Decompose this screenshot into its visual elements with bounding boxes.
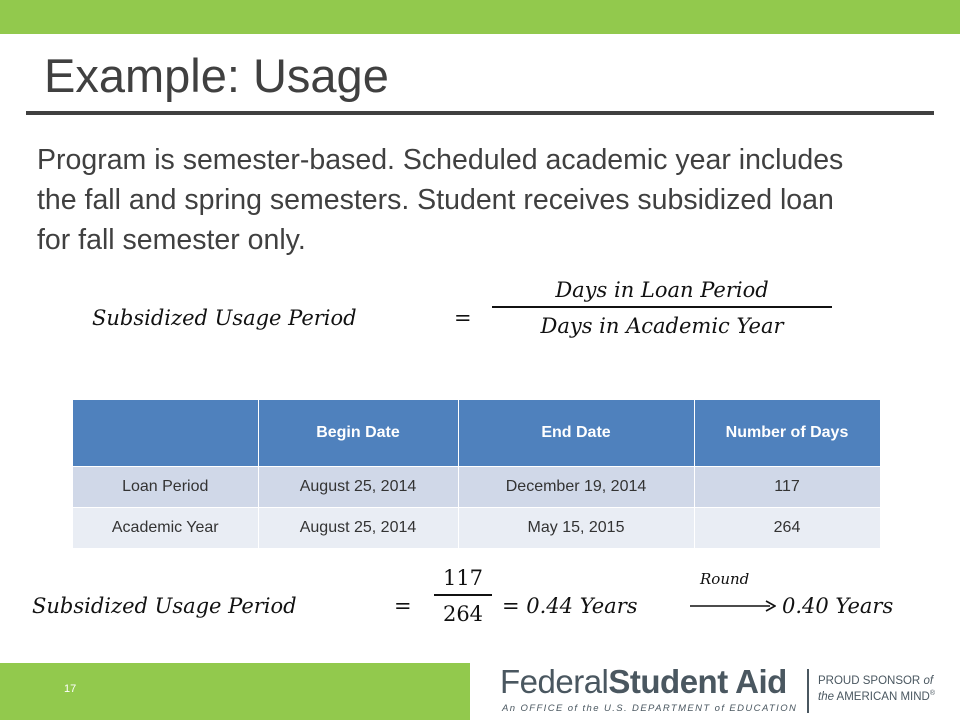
calc-rounded: 0.40 Years [782, 594, 894, 618]
registered-mark: ® [929, 690, 936, 697]
calc-numerator: 117 [442, 566, 484, 590]
calc-equals: = [394, 594, 412, 618]
formula-equals: = [454, 306, 472, 330]
formula-denominator: Days in Academic Year [540, 314, 784, 338]
table-header-row [73, 400, 880, 467]
brand-bold: Student Aid [608, 663, 787, 700]
table-cell: December 19, 2014 [458, 467, 694, 508]
table-cell: 117 [694, 467, 880, 508]
round-label: Round [700, 570, 750, 588]
slide-title: Example: Usage [44, 49, 389, 102]
table-row [73, 508, 880, 549]
top-accent-bar [0, 0, 960, 34]
sponsor-text-italic: the [818, 690, 834, 703]
round-arrow-icon [690, 600, 776, 612]
sponsor-line-2 [818, 690, 935, 703]
sponsor-text-italic: of [923, 675, 934, 687]
fsa-tagline: An OFFICE of the U.S. DEPARTMENT of EDUCATION [502, 703, 798, 714]
table-cell: Academic Year [73, 508, 258, 549]
sponsor-text: PROUD SPONSOR [818, 675, 924, 687]
loan-period-table [73, 400, 881, 548]
sponsor-line-1 [818, 675, 933, 687]
fsa-brand [500, 663, 787, 701]
table-header-cell: Begin Date [258, 400, 458, 467]
calc-fraction [434, 566, 492, 626]
formula-fraction [492, 278, 832, 338]
table-row [73, 467, 880, 508]
footer-green-band [0, 663, 470, 720]
table-header-cell [73, 400, 258, 467]
page-number: 17 [64, 683, 77, 695]
slide-footer [0, 663, 960, 720]
calc-denominator: 264 [442, 602, 484, 626]
formula-numerator: Days in Loan Period [555, 278, 769, 302]
calc-lhs: Subsidized Usage Period [32, 594, 297, 618]
logo-divider [807, 669, 809, 713]
brand-light: Federal [500, 663, 609, 700]
title-underline [26, 111, 934, 115]
calc-result: = 0.44 Years [502, 594, 638, 618]
table-cell: May 15, 2015 [458, 508, 694, 549]
table-header-cell: Number of Days [694, 400, 880, 467]
table-header-cell: End Date [458, 400, 694, 467]
formula-lhs: Subsidized Usage Period [92, 306, 357, 330]
table-cell: Loan Period [73, 467, 258, 508]
sponsor-text: AMERICAN MIND [834, 690, 930, 703]
table-cell: August 25, 2014 [258, 508, 458, 549]
usage-formula [92, 278, 842, 358]
slide-body-text: Program is semester-based. Scheduled academic year includes the fall and spring semesters. Student receives subsidized loan for fall semester only. [37, 144, 844, 256]
table-cell: August 25, 2014 [258, 467, 458, 508]
fsa-logo [500, 663, 960, 720]
usage-calculation [32, 566, 952, 646]
table-cell: 264 [694, 508, 880, 549]
